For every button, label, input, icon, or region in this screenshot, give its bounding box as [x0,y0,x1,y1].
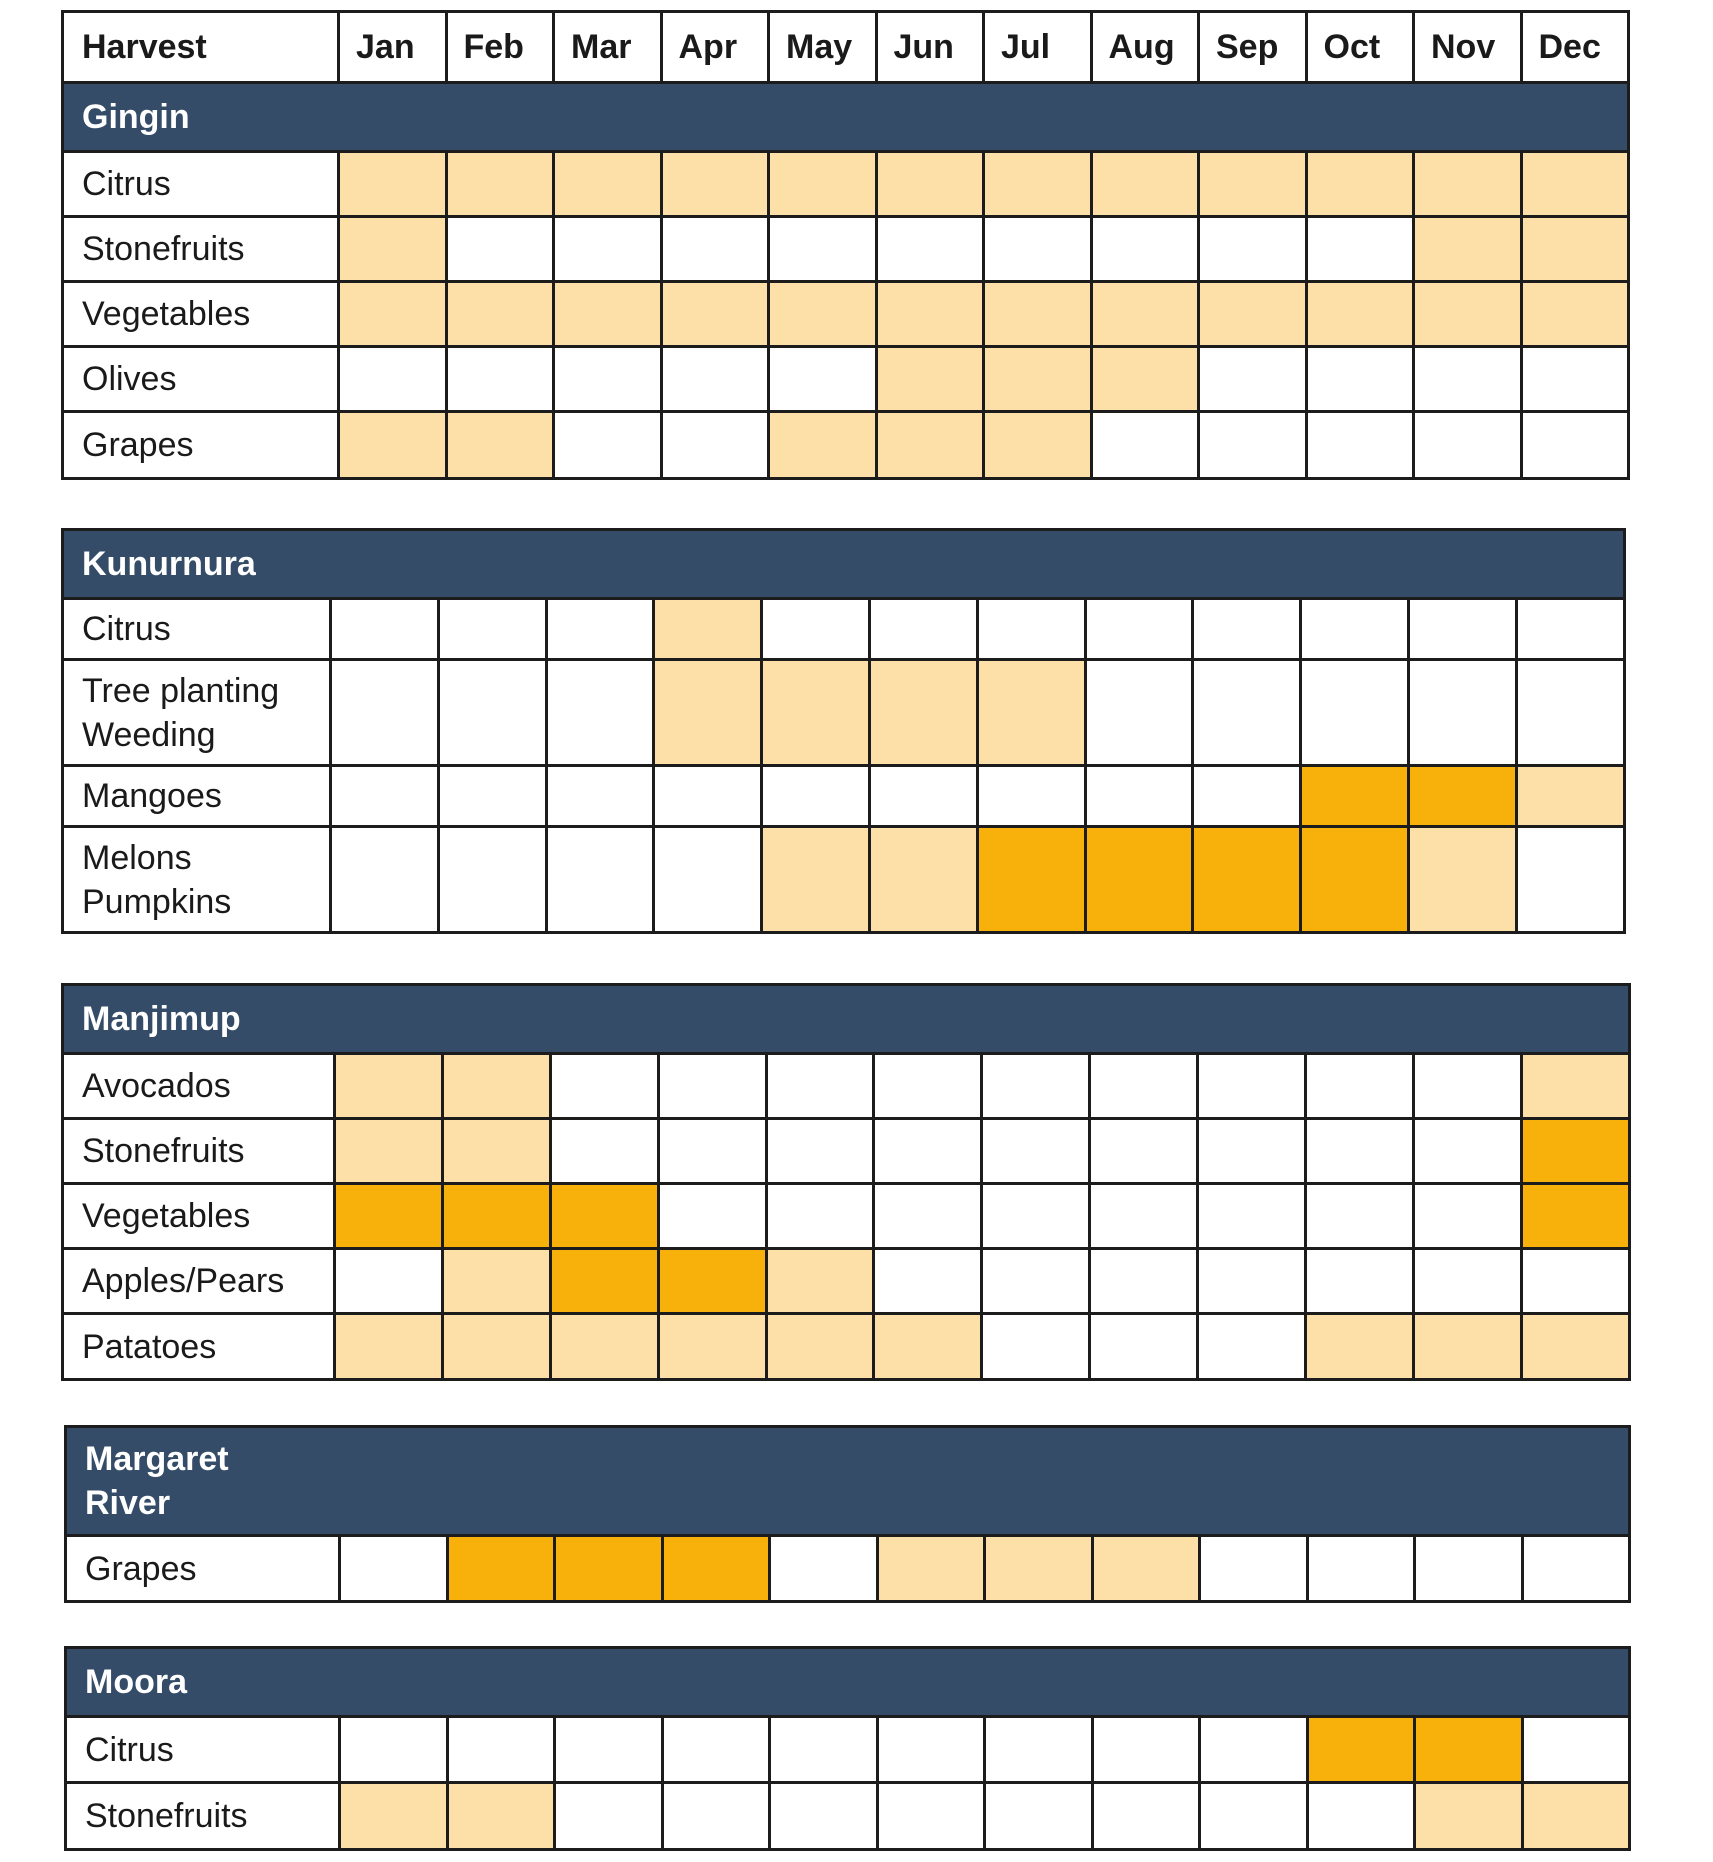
harvest-cell-jan-dark [335,1184,443,1249]
harvest-cell-mar-light [554,282,662,347]
harvest-cell-apr-light [654,660,762,766]
harvest-cell-jan-light [339,217,447,282]
harvest-cell-may-empty [770,1717,878,1783]
region-name: Moora [66,1648,1630,1717]
harvest-cell-oct-empty [1301,660,1409,766]
harvest-cell-jul-empty [982,1314,1090,1380]
harvest-cell-aug-empty [1090,1314,1198,1380]
harvest-cell-sep-empty [1199,347,1307,412]
harvest-cell-oct-empty [1301,599,1409,660]
harvest-cell-sep-empty [1200,1783,1308,1850]
harvest-cell-jun-empty [874,1054,982,1119]
harvest-cell-jul-light [977,660,1085,766]
month-header-sep: Sep [1199,12,1307,83]
harvest-cell-nov-light [1414,152,1522,217]
harvest-cell-dec-empty [1521,347,1629,412]
harvest-cell-dec-light [1521,1314,1629,1380]
harvest-cell-jan-light [339,412,447,479]
harvest-cell-jan-empty [331,827,439,933]
harvest-cell-sep-empty [1193,660,1301,766]
harvest-cell-mar-light [550,1314,658,1380]
harvest-cell-nov-empty [1413,1184,1521,1249]
harvest-cell-mar-empty [550,1119,658,1184]
harvest-cell-jul-empty [982,1054,1090,1119]
harvest-cell-may-empty [762,599,870,660]
harvest-cell-oct-empty [1306,347,1414,412]
harvest-cell-oct-light [1306,282,1414,347]
harvest-cell-apr-light [661,282,769,347]
harvest-cell-jan-light [339,282,447,347]
harvest-cell-apr-empty [658,1054,766,1119]
harvest-cell-jul-light [984,152,1092,217]
harvest-cell-apr-empty [654,827,762,933]
harvest-cell-may-empty [762,766,870,827]
harvest-cell-jun-empty [876,217,984,282]
month-header-oct: Oct [1306,12,1414,83]
label-line: Margaret [85,1440,229,1478]
harvest-cell-aug-empty [1090,1249,1198,1314]
harvest-cell-nov-light [1408,827,1516,933]
harvest-cell-feb-empty [438,766,546,827]
region-row [66,1648,1630,1717]
region-name [66,1427,1630,1536]
crop-label: Citrus [63,599,331,660]
region-name: Manjimup [63,985,1630,1054]
harvest-cell-nov-light [1413,1314,1521,1380]
harvest-cell-jul-dark [977,827,1085,933]
harvest-cell-dec-dark [1521,1184,1629,1249]
harvest-cell-oct-dark [1307,1717,1415,1783]
harvest-cell-nov-empty [1413,1119,1521,1184]
month-header-may: May [769,12,877,83]
harvest-cell-sep-empty [1198,1249,1306,1314]
harvest-cell-jul-light [984,347,1092,412]
harvest-cell-nov-dark [1408,766,1516,827]
harvest-cell-dec-light [1521,1054,1629,1119]
harvest-cell-jun-light [877,1536,985,1602]
harvest-cell-may-empty [770,1783,878,1850]
harvest-cell-mar-empty [546,599,654,660]
harvest-cell-jan-light [340,1783,448,1850]
harvest-cell-mar-empty [554,217,662,282]
harvest-cell-sep-dark [1193,827,1301,933]
harvest-cell-oct-empty [1307,1536,1415,1602]
harvest-cell-oct-light [1306,1314,1414,1380]
harvest-cell-jun-light [869,827,977,933]
harvest-cell-mar-empty [546,660,654,766]
harvest-cell-feb-light [446,282,554,347]
harvest-cell-feb-dark [442,1184,550,1249]
harvest-cell-sep-empty [1198,1054,1306,1119]
crop-row [63,1184,1630,1249]
harvest-cell-dec-light [1522,1783,1630,1850]
harvest-cell-jun-light [876,152,984,217]
harvest-cell-jun-light [874,1314,982,1380]
harvest-cell-nov-empty [1413,1054,1521,1119]
harvest-cell-may-empty [766,1119,874,1184]
harvest-cell-dec-empty [1521,1249,1629,1314]
crop-label: Avocados [63,1054,335,1119]
harvest-cell-nov-light [1414,217,1522,282]
harvest-cell-oct-empty [1306,412,1414,479]
month-header-jun: Jun [876,12,984,83]
harvest-cell-may-empty [770,1536,878,1602]
crop-row [63,152,1629,217]
harvest-cell-jan-empty [331,599,439,660]
harvest-cell-jun-empty [874,1249,982,1314]
harvest-cell-mar-empty [546,766,654,827]
harvest-cell-jan-light [335,1314,443,1380]
harvest-cell-feb-empty [446,347,554,412]
harvest-cell-feb-light [442,1249,550,1314]
crop-label: Mangoes [63,766,331,827]
crop-row [63,282,1629,347]
harvest-cell-dec-light [1516,766,1624,827]
harvest-cell-feb-empty [446,217,554,282]
harvest-cell-aug-empty [1085,766,1193,827]
harvest-cell-jul-empty [977,766,1085,827]
harvest-cell-jun-empty [869,599,977,660]
harvest-cell-sep-empty [1198,1119,1306,1184]
harvest-cell-jan-empty [339,347,447,412]
harvest-cell-jan-light [335,1054,443,1119]
harvest-cell-jun-empty [877,1717,985,1783]
month-header-jan: Jan [339,12,447,83]
crop-row [63,660,1625,766]
harvest-cell-oct-empty [1306,217,1414,282]
harvest-cell-sep-empty [1198,1184,1306,1249]
harvest-cell-may-empty [766,1184,874,1249]
harvest-cell-feb-light [446,152,554,217]
harvest-cell-sep-empty [1193,766,1301,827]
harvest-cell-nov-empty [1415,1536,1523,1602]
harvest-cell-nov-empty [1408,660,1516,766]
harvest-cell-jan-light [335,1119,443,1184]
harvest-cell-jan-empty [331,660,439,766]
harvest-cell-mar-empty [554,412,662,479]
harvest-cell-mar-empty [546,827,654,933]
harvest-cell-may-empty [766,1054,874,1119]
harvest-cell-jun-light [876,282,984,347]
region-row [63,985,1630,1054]
harvest-cell-dec-empty [1516,827,1624,933]
crop-label: Stonefruits [63,1119,335,1184]
crop-row [63,347,1629,412]
harvest-cell-may-light [766,1249,874,1314]
month-header-apr: Apr [661,12,769,83]
harvest-cell-dec-light [1521,282,1629,347]
label-line: Tree planting [82,671,280,710]
harvest-cell-oct-empty [1306,1184,1414,1249]
harvest-cell-jul-empty [985,1717,1093,1783]
harvest-cell-feb-empty [447,1717,555,1783]
crop-row [63,1054,1630,1119]
harvest-cell-nov-empty [1413,1249,1521,1314]
harvest-cell-apr-light [658,1314,766,1380]
month-header-mar: Mar [554,12,662,83]
harvest-cell-aug-empty [1090,1119,1198,1184]
harvest-cell-nov-light [1414,282,1522,347]
crop-label [63,827,331,933]
harvest-cell-mar-empty [555,1783,663,1850]
harvest-cell-mar-dark [550,1184,658,1249]
harvest-cell-oct-dark [1301,766,1409,827]
harvest-cell-jan-light [339,152,447,217]
harvest-cell-dec-empty [1516,599,1624,660]
harvest-cell-jul-light [985,1536,1093,1602]
crop-row [63,412,1629,479]
label-line: Pumpkins [82,882,232,921]
harvest-cell-may-light [769,282,877,347]
crop-label: Grapes [63,412,339,479]
harvest-cell-nov-empty [1408,599,1516,660]
harvest-cell-apr-empty [654,766,762,827]
region-table-margaret-river [64,1425,1631,1603]
crop-label: Olives [63,347,339,412]
harvest-cell-jul-empty [977,599,1085,660]
harvest-cell-apr-empty [662,1717,770,1783]
month-header-dec: Dec [1521,12,1629,83]
harvest-cell-aug-empty [1091,217,1199,282]
harvest-cell-feb-light [447,1783,555,1850]
harvest-cell-dec-empty [1522,1717,1630,1783]
crop-label: Citrus [66,1717,340,1783]
harvest-cell-aug-empty [1091,412,1199,479]
harvest-cell-jan-empty [335,1249,443,1314]
harvest-cell-mar-empty [555,1717,663,1783]
harvest-cell-feb-empty [438,599,546,660]
harvest-cell-jan-empty [331,766,439,827]
crop-row [63,827,1625,933]
harvest-cell-aug-light [1092,1536,1200,1602]
region-row [63,83,1629,152]
crop-row [66,1783,1630,1850]
harvest-cell-aug-light [1091,347,1199,412]
harvest-cell-may-light [762,660,870,766]
harvest-cell-feb-light [446,412,554,479]
harvest-cell-mar-dark [550,1249,658,1314]
harvest-cell-nov-empty [1414,412,1522,479]
crop-label: Apples/Pears [63,1249,335,1314]
region-name: Kunurnura [63,530,1625,599]
crop-label [63,660,331,766]
region-table-moora [64,1646,1631,1851]
harvest-cell-sep-empty [1193,599,1301,660]
harvest-cell-aug-empty [1092,1783,1200,1850]
harvest-cell-aug-light [1091,152,1199,217]
harvest-cell-aug-empty [1092,1717,1200,1783]
region-name: Gingin [63,83,1629,152]
harvest-cell-aug-dark [1085,827,1193,933]
harvest-cell-jan-empty [340,1717,448,1783]
harvest-cell-apr-empty [658,1119,766,1184]
harvest-cell-jan-empty [340,1536,448,1602]
harvest-cell-jun-light [876,347,984,412]
month-header-row [63,12,1629,83]
crop-label: Vegetables [63,282,339,347]
harvest-cell-may-light [766,1314,874,1380]
harvest-cell-dec-empty [1516,660,1624,766]
region-row [63,530,1625,599]
harvest-cell-jul-empty [982,1249,1090,1314]
harvest-cell-feb-light [442,1314,550,1380]
crop-row [66,1717,1630,1783]
harvest-cell-dec-empty [1521,412,1629,479]
month-header-nov: Nov [1414,12,1522,83]
harvest-cell-jun-empty [877,1783,985,1850]
harvest-cell-dec-dark [1521,1119,1629,1184]
crop-row [63,1119,1630,1184]
harvest-cell-nov-dark [1415,1717,1523,1783]
crop-label: Grapes [66,1536,340,1602]
harvest-cell-may-empty [769,347,877,412]
harvest-cell-apr-empty [661,217,769,282]
harvest-cell-mar-dark [555,1536,663,1602]
harvest-cell-apr-light [654,599,762,660]
harvest-cell-dec-light [1521,217,1629,282]
harvest-cell-jun-light [869,660,977,766]
harvest-cell-jul-empty [985,1783,1093,1850]
harvest-cell-jul-empty [984,217,1092,282]
harvest-cell-apr-dark [658,1249,766,1314]
label-line: Melons [82,838,192,877]
harvest-cell-aug-empty [1090,1054,1198,1119]
month-header-jul: Jul [984,12,1092,83]
label-line: Weeding [82,715,216,754]
harvest-cell-jun-light [876,412,984,479]
harvest-cell-sep-empty [1198,1314,1306,1380]
crop-label: Stonefruits [66,1783,340,1850]
region-table-gingin [61,10,1630,480]
crop-label: Citrus [63,152,339,217]
label-line: River [85,1484,171,1522]
crop-row [63,599,1625,660]
harvest-cell-jun-empty [874,1119,982,1184]
harvest-cell-sep-light [1199,282,1307,347]
harvest-cell-jun-empty [869,766,977,827]
harvest-cell-jul-light [984,412,1092,479]
harvest-cell-sep-empty [1200,1536,1308,1602]
crop-row [63,766,1625,827]
crop-row [66,1536,1630,1602]
harvest-cell-feb-light [442,1054,550,1119]
harvest-cell-mar-empty [554,347,662,412]
harvest-cell-may-light [769,412,877,479]
harvest-cell-mar-empty [550,1054,658,1119]
harvest-cell-sep-empty [1199,412,1307,479]
region-table-manjimup [61,983,1631,1381]
region-table-kunurnura [61,528,1626,934]
crop-label: Vegetables [63,1184,335,1249]
harvest-cell-jul-empty [982,1119,1090,1184]
crop-row [63,217,1629,282]
harvest-cell-nov-light [1415,1783,1523,1850]
harvest-cell-oct-empty [1306,1249,1414,1314]
harvest-cell-sep-light [1199,152,1307,217]
harvest-cell-oct-light [1306,152,1414,217]
crop-label: Stonefruits [63,217,339,282]
harvest-cell-jul-empty [982,1184,1090,1249]
harvest-cell-apr-empty [661,412,769,479]
region-row [66,1427,1630,1536]
harvest-cell-aug-empty [1085,599,1193,660]
harvest-cell-oct-empty [1306,1054,1414,1119]
harvest-cell-sep-empty [1199,217,1307,282]
harvest-cell-apr-empty [662,1783,770,1850]
harvest-cell-may-light [762,827,870,933]
harvest-cell-aug-empty [1090,1184,1198,1249]
harvest-cell-feb-light [442,1119,550,1184]
harvest-cell-oct-empty [1307,1783,1415,1850]
harvest-cell-oct-dark [1301,827,1409,933]
harvest-cell-sep-empty [1200,1717,1308,1783]
harvest-cell-apr-empty [658,1184,766,1249]
harvest-cell-aug-empty [1085,660,1193,766]
harvest-cell-dec-empty [1522,1536,1630,1602]
harvest-cell-feb-dark [447,1536,555,1602]
month-header-feb: Feb [446,12,554,83]
harvest-cell-feb-empty [438,827,546,933]
harvest-cell-apr-dark [662,1536,770,1602]
crop-row [63,1249,1630,1314]
harvest-cell-apr-empty [661,347,769,412]
harvest-cell-oct-empty [1306,1119,1414,1184]
month-header-aug: Aug [1091,12,1199,83]
harvest-cell-mar-light [554,152,662,217]
harvest-cell-dec-light [1521,152,1629,217]
harvest-cell-may-light [769,152,877,217]
crop-row [63,1314,1630,1380]
harvest-cell-may-empty [769,217,877,282]
harvest-cell-apr-light [661,152,769,217]
harvest-cell-nov-empty [1414,347,1522,412]
crop-label: Patatoes [63,1314,335,1380]
harvest-cell-feb-empty [438,660,546,766]
harvest-cell-aug-light [1091,282,1199,347]
harvest-cell-jul-light [984,282,1092,347]
harvest-cell-jun-empty [874,1184,982,1249]
harvest-header: Harvest [63,12,339,83]
